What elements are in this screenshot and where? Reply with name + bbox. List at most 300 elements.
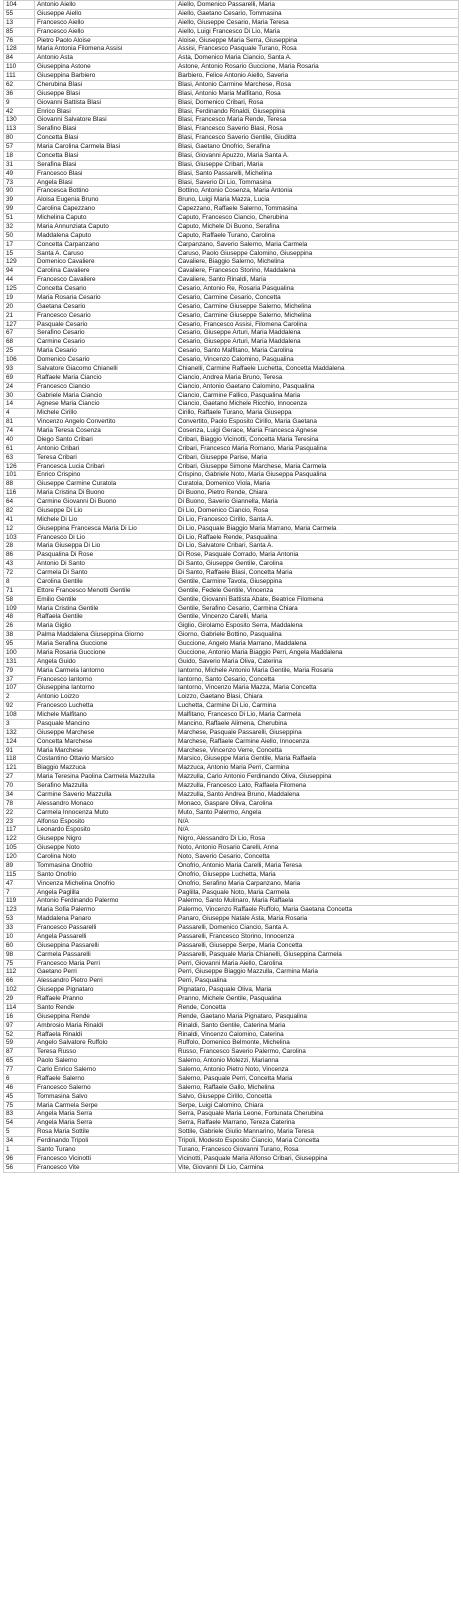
- family-cell: Aloise, Giuseppe Maria Serra, Giuseppina: [176, 36, 459, 45]
- record-number-cell: 19: [4, 293, 35, 302]
- record-number-cell: 82: [4, 506, 35, 515]
- person-name-cell: Pietro Paolo Aloise: [35, 36, 176, 45]
- person-name-cell: Michele Malfitano: [35, 711, 176, 720]
- person-name-cell: Giuseppe Di Lio: [35, 506, 176, 515]
- record-number-cell: 40: [4, 435, 35, 444]
- family-cell: Cesario, Vincenzo Calomino, Pasqualina: [176, 356, 459, 365]
- table-row: [4, 258, 459, 267]
- person-name-cell: Enrico Blasi: [35, 107, 176, 116]
- table-row: [4, 906, 459, 915]
- family-cell: Cosenza, Luigi Gerace, Maria Francesca Agnese: [176, 427, 459, 436]
- record-number-cell: 16: [4, 1012, 35, 1021]
- family-cell: Cribari, Giuseppe Parise, Maria: [176, 453, 459, 462]
- record-number-cell: 73: [4, 178, 35, 187]
- family-cell: Cesario, Giuseppe Arturi, Maria Maddalena: [176, 329, 459, 338]
- table-row: [4, 932, 459, 941]
- person-name-cell: Maria Serafina Guccione: [35, 640, 176, 649]
- family-cell: Passarelli, Giuseppe Serpe, Maria Concetta: [176, 941, 459, 950]
- record-number-cell: 49: [4, 169, 35, 178]
- record-number-cell: 92: [4, 702, 35, 711]
- person-name-cell: Carolina Noto: [35, 853, 176, 862]
- family-cell: Malfitano, Francesco Di Lio, Maria Carmela: [176, 711, 459, 720]
- record-number-cell: 75: [4, 959, 35, 968]
- family-cell: Blasi, Santo Passarelli, Michelina: [176, 169, 459, 178]
- table-row: [4, 1066, 459, 1075]
- person-name-cell: Santo Rende: [35, 1003, 176, 1012]
- table-row: [4, 1021, 459, 1030]
- record-number-cell: 46: [4, 1083, 35, 1092]
- family-cell: Noto, Antonio Rosario Carelli, Anna: [176, 844, 459, 853]
- family-cell: Cavaliere, Biaggio Salerno, Michelina: [176, 258, 459, 267]
- table-row: [4, 196, 459, 205]
- table-row: [4, 338, 459, 347]
- person-name-cell: Antonio Cribari: [35, 444, 176, 453]
- record-number-cell: 124: [4, 737, 35, 746]
- person-name-cell: Serafino Blasi: [35, 125, 176, 134]
- record-number-cell: 26: [4, 622, 35, 631]
- record-number-cell: 96: [4, 1154, 35, 1163]
- record-number-cell: 38: [4, 631, 35, 640]
- record-number-cell: 22: [4, 808, 35, 817]
- person-name-cell: Antonio Asta: [35, 54, 176, 63]
- person-name-cell: Maria Rosaria Guccione: [35, 648, 176, 657]
- person-name-cell: Carmela Di Santo: [35, 569, 176, 578]
- family-cell: Serra, Raffaele Marrano, Tereza Caterina: [176, 1119, 459, 1128]
- record-number-cell: 6: [4, 1074, 35, 1083]
- person-name-cell: Giovanni Battista Blasi: [35, 98, 176, 107]
- family-cell: Cribari, Biaggio Vicinotti, Concetta Maria Teresina: [176, 435, 459, 444]
- family-cell: Ciancio, Antonio Gaetano Calomino, Pasqualina: [176, 382, 459, 391]
- record-number-cell: 80: [4, 134, 35, 143]
- person-name-cell: Maria Rosaria Cesario: [35, 293, 176, 302]
- family-cell: Aiello, Giuseppe Cesario, Maria Teresa: [176, 18, 459, 27]
- record-number-cell: 88: [4, 480, 35, 489]
- family-cell: Gentile, Serafino Cesario, Carmina Chiara: [176, 604, 459, 613]
- person-name-cell: Maria Antonia Filomena Assisi: [35, 45, 176, 54]
- person-name-cell: Carmine Giovanni Di Buono: [35, 498, 176, 507]
- family-cell: Chianelli, Carmine Raffaele Luchetta, Concetta Maddalena: [176, 364, 459, 373]
- table-row: [4, 870, 459, 879]
- person-name-cell: Antonio Di Santo: [35, 560, 176, 569]
- family-cell: Blasi, Antonio Carmine Marchese, Rosa: [176, 80, 459, 89]
- person-name-cell: Concetta Blasi: [35, 134, 176, 143]
- record-number-cell: 33: [4, 924, 35, 933]
- record-number-cell: 10: [4, 932, 35, 941]
- record-number-cell: 77: [4, 1066, 35, 1075]
- table-row: [4, 364, 459, 373]
- person-name-cell: Costantino Ottavio Marsico: [35, 755, 176, 764]
- record-number-cell: 50: [4, 231, 35, 240]
- table-row: [4, 462, 459, 471]
- family-cell: Blasi, Saverio Di Lio, Tommasina: [176, 178, 459, 187]
- family-cell: Blasi, Francesco Maria Rende, Teresa: [176, 116, 459, 125]
- record-number-cell: 42: [4, 107, 35, 116]
- record-number-cell: 86: [4, 551, 35, 560]
- family-cell: Luchetta, Carmine Di Lio, Carmina: [176, 702, 459, 711]
- table-row: [4, 435, 459, 444]
- record-number-cell: 20: [4, 302, 35, 311]
- family-cell: Salvo, Giuseppe Cirillo, Concetta: [176, 1092, 459, 1101]
- record-number-cell: 37: [4, 675, 35, 684]
- table-row: [4, 1119, 459, 1128]
- table-row: [4, 861, 459, 870]
- family-cell: Mazzulla, Santo Andrea Bruno, Maddalena: [176, 790, 459, 799]
- family-cell: Blasi, Ferdinando Rinaldi, Giuseppina: [176, 107, 459, 116]
- person-name-cell: Concetta Carpanzano: [35, 240, 176, 249]
- person-name-cell: Giuseppe Carmine Curatola: [35, 480, 176, 489]
- person-name-cell: Serafino Mazzulla: [35, 782, 176, 791]
- person-name-cell: Maria Sofia Palermo: [35, 906, 176, 915]
- table-row: [4, 746, 459, 755]
- person-name-cell: Concetta Marchese: [35, 737, 176, 746]
- table-row: [4, 178, 459, 187]
- record-number-cell: 57: [4, 143, 35, 152]
- person-name-cell: Palma Maddalena Giuseppina Giorno: [35, 631, 176, 640]
- person-name-cell: Maria Giglio: [35, 622, 176, 631]
- record-number-cell: 115: [4, 870, 35, 879]
- table-row: [4, 702, 459, 711]
- record-number-cell: 34: [4, 790, 35, 799]
- table-row: [4, 897, 459, 906]
- family-cell: Salerno, Raffaele Gallo, Michelina: [176, 1083, 459, 1092]
- family-cell: Guccione, Antonio Maria Biaggio Perri, Angela Maddalena: [176, 648, 459, 657]
- person-name-cell: Vincenzo Angelo Convertito: [35, 418, 176, 427]
- table-row: [4, 711, 459, 720]
- person-name-cell: Teresa Russo: [35, 1048, 176, 1057]
- family-cell: Marchese, Raffaele Carmine Aiello, Innocenza: [176, 737, 459, 746]
- table-row: [4, 977, 459, 986]
- person-name-cell: Maria Cesario: [35, 347, 176, 356]
- family-cell: Cesario, Francesco Assisi, Filomena Carolina: [176, 320, 459, 329]
- person-name-cell: Michelina Caputo: [35, 214, 176, 223]
- family-cell: Capezzano, Raffaele Salerno, Tommasina: [176, 205, 459, 214]
- family-cell: Salerno, Antonio Molezzi, Marianna: [176, 1057, 459, 1066]
- family-cell: Di Lio, Pasquale Biaggio Maria Marrano, Maria Carmela: [176, 524, 459, 533]
- person-name-cell: Ambrosio Maria Rinaldi: [35, 1021, 176, 1030]
- record-number-cell: 102: [4, 986, 35, 995]
- family-cell: Ruffolo, Domenico Belmonte, Michelina: [176, 1039, 459, 1048]
- family-cell: Marchese, Pasquale Passarelli, Giuseppina: [176, 728, 459, 737]
- person-name-cell: Francesco Passarelli: [35, 924, 176, 933]
- record-number-cell: 41: [4, 515, 35, 524]
- record-number-cell: 45: [4, 1092, 35, 1101]
- table-row: [4, 134, 459, 143]
- family-cell: Cavaliere, Francesco Storino, Maddalena: [176, 267, 459, 276]
- table-row: [4, 631, 459, 640]
- record-number-cell: 55: [4, 9, 35, 18]
- family-cell: Marchese, Vincenzo Verre, Concetta: [176, 746, 459, 755]
- table-row: [4, 551, 459, 560]
- record-number-cell: 68: [4, 338, 35, 347]
- person-name-cell: Maria Cristina Di Buono: [35, 489, 176, 498]
- table-row: [4, 63, 459, 72]
- person-name-cell: Maria Teresa Cosenza: [35, 427, 176, 436]
- record-number-cell: 62: [4, 80, 35, 89]
- person-name-cell: Giuseppina Iantorno: [35, 684, 176, 693]
- record-number-cell: 15: [4, 249, 35, 258]
- person-name-cell: Giuseppe Pignataro: [35, 986, 176, 995]
- family-cell: Iantorno, Santo Cesario, Concetta: [176, 675, 459, 684]
- table-row: [4, 276, 459, 285]
- person-name-cell: Maria Carolina Carmela Blasi: [35, 143, 176, 152]
- table-row: [4, 222, 459, 231]
- person-name-cell: Francesco Ciancio: [35, 382, 176, 391]
- table-row: [4, 1003, 459, 1012]
- table-row: [4, 648, 459, 657]
- person-name-cell: Teresa Cribari: [35, 453, 176, 462]
- record-sheet: [3, 0, 459, 1173]
- family-cell: Panaro, Giuseppe Natale Asta, Maria Rosaria: [176, 915, 459, 924]
- record-number-cell: 89: [4, 861, 35, 870]
- family-cell: Aiello, Domenico Passarelli, Maria: [176, 1, 459, 10]
- record-number-cell: 105: [4, 844, 35, 853]
- person-name-cell: Serafino Cesario: [35, 329, 176, 338]
- person-name-cell: Carlo Enrico Salerno: [35, 1066, 176, 1075]
- record-number-cell: 75: [4, 1101, 35, 1110]
- person-name-cell: Vincenza Michelina Onofrio: [35, 879, 176, 888]
- table-row: [4, 1057, 459, 1066]
- record-number-cell: 97: [4, 1021, 35, 1030]
- table-row: [4, 808, 459, 817]
- record-number-cell: 120: [4, 853, 35, 862]
- record-number-cell: 52: [4, 1030, 35, 1039]
- table-row: [4, 329, 459, 338]
- record-number-cell: 121: [4, 764, 35, 773]
- family-cell: Astone, Antonio Rosario Guccione, Maria Rosaria: [176, 63, 459, 72]
- table-row: [4, 799, 459, 808]
- family-cell: Gentile, Vincenzo Carelli, Maria: [176, 613, 459, 622]
- table-row: [4, 453, 459, 462]
- family-cell: Ciancio, Andrea Maria Bruno, Teresa: [176, 373, 459, 382]
- record-number-cell: 31: [4, 160, 35, 169]
- person-name-cell: Francesca Lucia Cribari: [35, 462, 176, 471]
- person-name-cell: Biaggio Mazzuca: [35, 764, 176, 773]
- table-row: [4, 125, 459, 134]
- family-cell: Monaco, Gaspare Oliva, Carolina: [176, 799, 459, 808]
- table-row: [4, 89, 459, 98]
- table-row: [4, 826, 459, 835]
- family-cell: Guccione, Angelo Maria Marrano, Maddalena: [176, 640, 459, 649]
- table-row: [4, 640, 459, 649]
- person-name-cell: Giuseppe Blasi: [35, 89, 176, 98]
- person-name-cell: Maria Marchese: [35, 746, 176, 755]
- family-cell: Loizzo, Gaetano Blasi, Chiara: [176, 693, 459, 702]
- table-row: [4, 755, 459, 764]
- table-row: [4, 835, 459, 844]
- table-row: [4, 844, 459, 853]
- person-name-cell: Gaetano Perri: [35, 968, 176, 977]
- table-row: [4, 675, 459, 684]
- family-cell: Pranno, Michele Gentile, Pasqualina: [176, 995, 459, 1004]
- table-row: [4, 853, 459, 862]
- family-cell: Blasi, Giuseppe Cribari, Maria: [176, 160, 459, 169]
- person-name-cell: Francesca Bottino: [35, 187, 176, 196]
- table-row: [4, 1074, 459, 1083]
- person-name-cell: Domenico Cesario: [35, 356, 176, 365]
- family-cell: Convertito, Paolo Esposito Cirillo, Maria Gaetana: [176, 418, 459, 427]
- family-cell: Tripoli, Modesto Esposito Ciancio, Maria Concetta: [176, 1137, 459, 1146]
- table-row: [4, 1048, 459, 1057]
- record-number-cell: 109: [4, 604, 35, 613]
- record-number-cell: 117: [4, 826, 35, 835]
- table-row: [4, 285, 459, 294]
- table-row: [4, 480, 459, 489]
- table-row: [4, 817, 459, 826]
- person-name-cell: Francesco Luchetta: [35, 702, 176, 711]
- person-name-cell: Carmine Saverio Mazzulla: [35, 790, 176, 799]
- family-cell: Mazzulla, Carlo Antonio Ferdinando Oliva, Giuseppina: [176, 773, 459, 782]
- table-row: [4, 560, 459, 569]
- table-row: [4, 1083, 459, 1092]
- table-row: [4, 1030, 459, 1039]
- person-name-cell: Agnese Maria Ciancio: [35, 400, 176, 409]
- person-name-cell: Santo Onofrio: [35, 870, 176, 879]
- person-name-cell: Angela Passarelli: [35, 932, 176, 941]
- record-number-cell: 83: [4, 1110, 35, 1119]
- record-number-cell: 3: [4, 719, 35, 728]
- family-cell: N/A: [176, 826, 459, 835]
- person-name-cell: Maddalena Panaro: [35, 915, 176, 924]
- record-number-cell: 93: [4, 364, 35, 373]
- family-cell: Cesario, Antonio Re, Rosaria Pasqualina: [176, 285, 459, 294]
- person-name-cell: Maria Carmela Serpe: [35, 1101, 176, 1110]
- table-row: [4, 169, 459, 178]
- record-number-cell: 36: [4, 89, 35, 98]
- person-name-cell: Gabriele Maria Ciancio: [35, 391, 176, 400]
- record-number-cell: 98: [4, 950, 35, 959]
- table-row: [4, 1137, 459, 1146]
- record-number-cell: 113: [4, 125, 35, 134]
- record-number-cell: 17: [4, 240, 35, 249]
- table-row: [4, 98, 459, 107]
- record-number-cell: 61: [4, 444, 35, 453]
- family-cell: Cesario, Carmine Giuseppe Salerno, Michelina: [176, 311, 459, 320]
- person-name-cell: Concetta Cesario: [35, 285, 176, 294]
- family-cell: Onofrio, Giuseppe Luchetta, Maria: [176, 870, 459, 879]
- table-row: [4, 80, 459, 89]
- family-cell: Blasi, Francesco Saverio Blasi, Rosa: [176, 125, 459, 134]
- record-number-cell: 129: [4, 258, 35, 267]
- record-number-cell: 131: [4, 657, 35, 666]
- family-cell: Caputo, Raffaele Turano, Carolina: [176, 231, 459, 240]
- person-name-cell: Francesco Salerno: [35, 1083, 176, 1092]
- table-row: [4, 941, 459, 950]
- table-row: [4, 471, 459, 480]
- person-name-cell: Angela Maria Serra: [35, 1110, 176, 1119]
- family-cell: Rende, Gaetano Maria Pignataro, Pasqualina: [176, 1012, 459, 1021]
- record-number-cell: 39: [4, 196, 35, 205]
- table-row: [4, 45, 459, 54]
- table-row: [4, 586, 459, 595]
- record-number-cell: 1: [4, 1145, 35, 1154]
- record-number-cell: 21: [4, 311, 35, 320]
- person-name-cell: Pasqualina Di Rose: [35, 551, 176, 560]
- person-name-cell: Emilio Gentile: [35, 595, 176, 604]
- family-cell: Guido, Saverio Maria Oliva, Caterina: [176, 657, 459, 666]
- family-cell: Caputo, Francesco Ciancio, Cherubina: [176, 214, 459, 223]
- table-row: [4, 1163, 459, 1172]
- family-cell: Aiello, Luigi Francesco Di Lio, Maria: [176, 27, 459, 36]
- table-row: [4, 143, 459, 152]
- family-cell: Blasi, Gaetano Onofrio, Serafina: [176, 143, 459, 152]
- person-name-cell: Santa A. Caruso: [35, 249, 176, 258]
- table-row: [4, 151, 459, 160]
- table-row: [4, 737, 459, 746]
- record-number-cell: 12: [4, 524, 35, 533]
- table-row: [4, 1110, 459, 1119]
- record-number-cell: 48: [4, 613, 35, 622]
- record-number-cell: 100: [4, 648, 35, 657]
- record-number-cell: 30: [4, 391, 35, 400]
- family-cell: Sottile, Gabriele Giulio Mannarino, Maria Teresa: [176, 1128, 459, 1137]
- family-cell: N/A: [176, 817, 459, 826]
- record-number-cell: 126: [4, 462, 35, 471]
- record-number-cell: 59: [4, 1039, 35, 1048]
- record-number-cell: 7: [4, 888, 35, 897]
- person-name-cell: Angelo Salvatore Ruffolo: [35, 1039, 176, 1048]
- person-name-cell: Carolina Capezzano: [35, 205, 176, 214]
- table-row: [4, 657, 459, 666]
- table-row: [4, 27, 459, 36]
- record-number-cell: 94: [4, 267, 35, 276]
- person-name-cell: Maria Annunziata Caputo: [35, 222, 176, 231]
- person-name-cell: Salvatore Giacomo Chianelli: [35, 364, 176, 373]
- record-number-cell: 87: [4, 1048, 35, 1057]
- family-cell: Nigro, Alessandro Di Lio, Rosa: [176, 835, 459, 844]
- family-cell: Curatola, Domenico Viola, Maria: [176, 480, 459, 489]
- table-row: [4, 764, 459, 773]
- record-number-cell: 69: [4, 373, 35, 382]
- record-number-cell: 104: [4, 1, 35, 10]
- record-number-cell: 91: [4, 746, 35, 755]
- table-row: [4, 1092, 459, 1101]
- person-name-cell: Angela Guido: [35, 657, 176, 666]
- baptism-record-table: [3, 0, 459, 1173]
- person-name-cell: Raffaele Pranno: [35, 995, 176, 1004]
- table-row: [4, 72, 459, 81]
- table-row: [4, 409, 459, 418]
- table-row: [4, 719, 459, 728]
- record-number-cell: 70: [4, 782, 35, 791]
- table-row: [4, 347, 459, 356]
- record-number-cell: 13: [4, 18, 35, 27]
- record-number-cell: 130: [4, 116, 35, 125]
- family-cell: Serra, Pasquale Maria Leone, Fortunata Cherubina: [176, 1110, 459, 1119]
- table-row: [4, 577, 459, 586]
- family-cell: Mazzuca, Antonio Maria Perri, Carmina: [176, 764, 459, 773]
- family-cell: Rinaldi, Vincenzo Calomino, Caterina: [176, 1030, 459, 1039]
- table-row: [4, 1128, 459, 1137]
- person-name-cell: Gaetana Cesario: [35, 302, 176, 311]
- person-name-cell: Alessandro Pietro Perri: [35, 977, 176, 986]
- family-cell: Giglio, Girolamo Esposito Serra, Maddalena: [176, 622, 459, 631]
- record-number-cell: 23: [4, 817, 35, 826]
- family-cell: Blasi, Antonio Maria Malfitano, Rosa: [176, 89, 459, 98]
- family-cell: Perri, Giovanni Maria Aiello, Carolina: [176, 959, 459, 968]
- family-cell: Di Santo, Giuseppe Gentile, Carolina: [176, 560, 459, 569]
- table-row: [4, 187, 459, 196]
- person-name-cell: Maria Giuseppa Di Lio: [35, 542, 176, 551]
- record-number-cell: 119: [4, 897, 35, 906]
- record-number-cell: 111: [4, 72, 35, 81]
- family-cell: Di Lio, Raffaele Rende, Pasqualina: [176, 533, 459, 542]
- family-cell: Cribari, Francesco Maria Romano, Maria Pasqualina: [176, 444, 459, 453]
- table-row: [4, 684, 459, 693]
- record-number-cell: 112: [4, 968, 35, 977]
- table-row: [4, 356, 459, 365]
- record-number-cell: 90: [4, 187, 35, 196]
- record-number-cell: 60: [4, 941, 35, 950]
